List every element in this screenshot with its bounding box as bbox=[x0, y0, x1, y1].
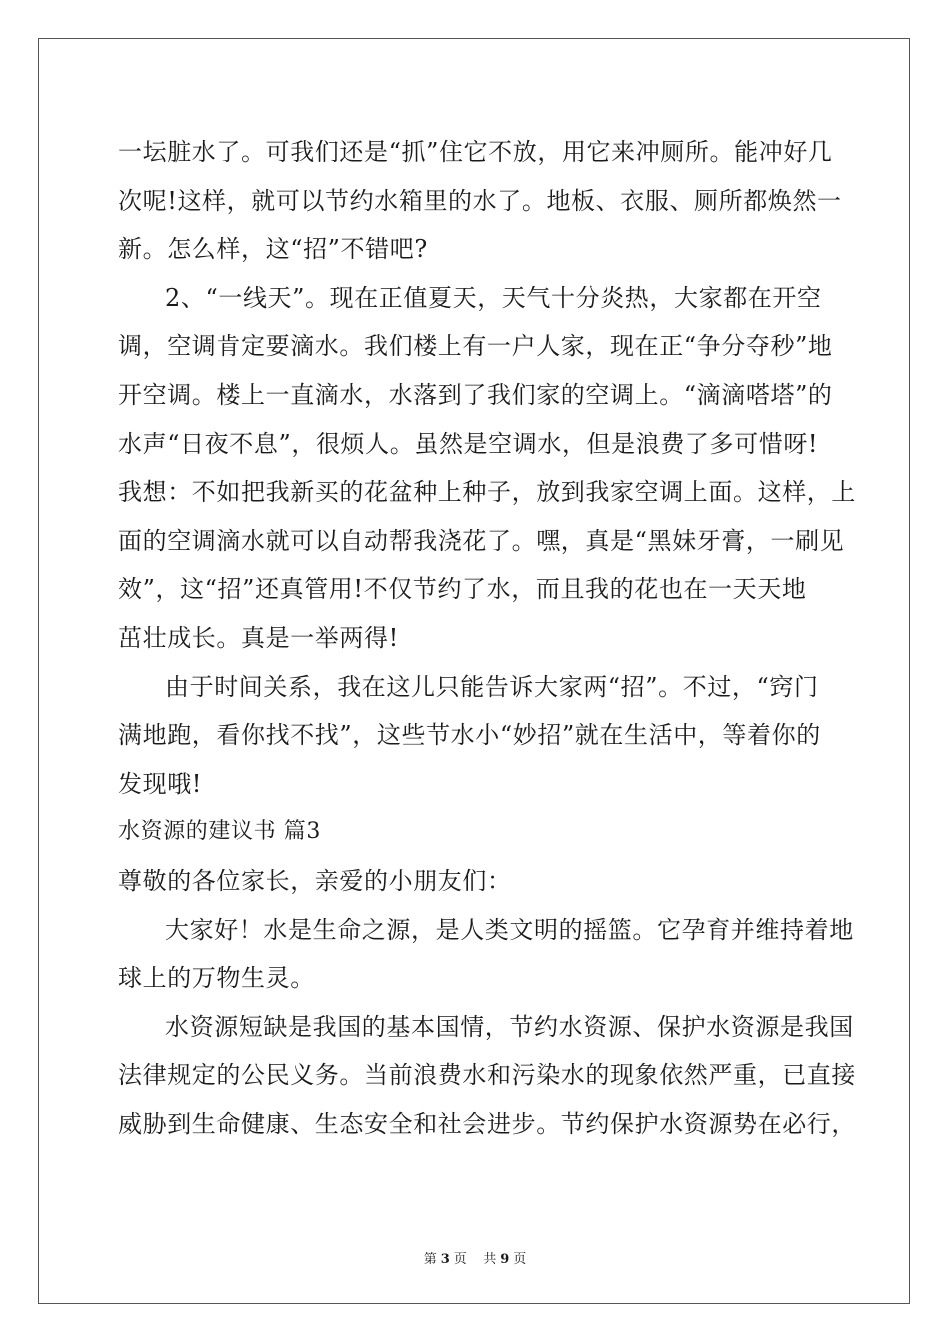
page-footer bbox=[0, 1248, 950, 1267]
footer-total-pages: 9 bbox=[500, 1252, 510, 1267]
text-line: 由于时间关系，我在这儿只能告诉大家两“招”。不过，“窍门 bbox=[165, 672, 819, 701]
text-line: 法律规定的公民义务。当前浪费水和污染水的现象依然严重，已直接 bbox=[118, 1061, 856, 1090]
footer-prefix: 第 bbox=[423, 1252, 437, 1267]
text-line: 新。怎么样，这“招”不错吧? bbox=[118, 235, 428, 264]
text-line: 威胁到生命健康、生态安全和社会进步。节约保护水资源势在必行， bbox=[118, 1109, 856, 1138]
text-line: 大家好！水是生命之源，是人类文明的摇篮。它孕育并维持着地 bbox=[165, 915, 854, 944]
footer-page-number: 3 bbox=[440, 1252, 450, 1267]
text-line: 调，空调肯定要滴水。我们楼上有一户人家，现在正“争分夺秒”地 bbox=[118, 332, 833, 361]
text-line: 满地跑，看你找不找”，这些节水小“妙招”就在生活中，等着你的 bbox=[118, 721, 821, 750]
text-line: 尊敬的各位家长，亲爱的小朋友们： bbox=[118, 866, 512, 895]
footer-total-suffix: 页 bbox=[513, 1252, 527, 1267]
text-line: 开空调。楼上一直滴水，水落到了我们家的空调上。“滴滴嗒塔”的 bbox=[118, 380, 833, 409]
text-line: 水资源短缺是我国的基本国情，节约水资源、保护水资源是我国 bbox=[165, 1012, 854, 1041]
text-line: 茁壮成长。真是一举两得! bbox=[118, 623, 399, 652]
section-heading: 水资源的建议书 篇3 bbox=[118, 819, 321, 845]
text-line: 效”，这“招”还真管用!不仅节约了水，而且我的花也在一天天地 bbox=[118, 575, 807, 604]
footer-total-prefix: 共 bbox=[483, 1252, 497, 1267]
text-line: 水声“日夜不息”，很烦人。虽然是空调水，但是浪费了多可惜呀! bbox=[118, 429, 819, 458]
text-line: 面的空调滴水就可以自动帮我浇花了。嘿，真是“黑妹牙膏，一刷见 bbox=[118, 526, 845, 555]
text-line: 球上的万物生灵。 bbox=[118, 964, 315, 993]
footer-page-suffix: 页 bbox=[453, 1252, 467, 1267]
text-line: 2、“一线天”。现在正值夏天，天气十分炎热，大家都在开空 bbox=[165, 283, 822, 312]
text-line: 次呢!这样，就可以节约水箱里的水了。地板、衣服、厕所都焕然一 bbox=[118, 186, 842, 215]
text-line: 我想：不如把我新买的花盆种上种子，放到我家空调上面。这样，上 bbox=[118, 478, 856, 507]
text-line: 一坛脏水了。可我们还是“抓”住它不放，用它来冲厕所。能冲好几 bbox=[118, 138, 833, 166]
document-body bbox=[118, 128, 856, 1148]
text-line: 发现哦! bbox=[118, 769, 203, 798]
